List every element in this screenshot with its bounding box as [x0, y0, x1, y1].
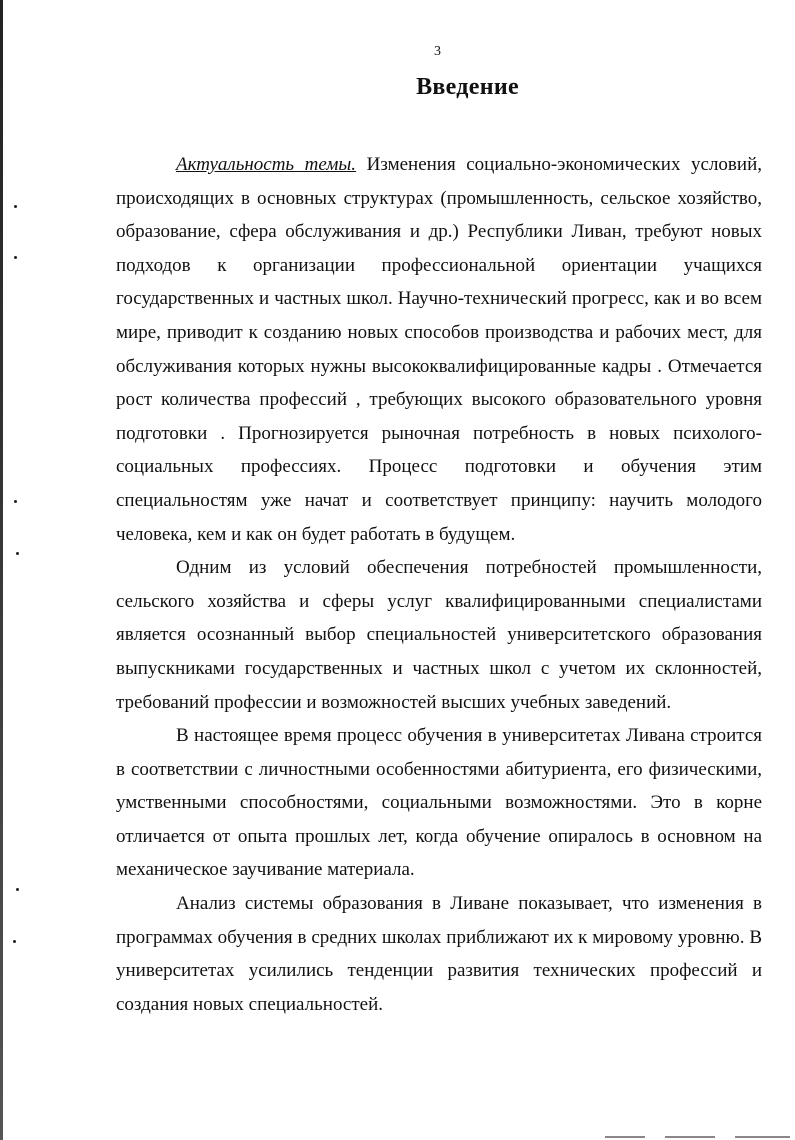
scan-speck: [13, 940, 16, 943]
paragraph-text: Анализ системы образования в Ливане показывает, что изменения в программах обучения в средних школах приближают их к мировому уровню. В университетах усилились тенденции развития технических профессий и создания новых специальностей.: [116, 893, 762, 1015]
scan-speck: [14, 256, 17, 259]
scan-speck: [14, 500, 17, 503]
paragraph-text: Одним из условий обеспечения потребностей промышленности, сельского хозяйства и сферы услуг квалифицированными специалистами является осознанный выбор специальностей университетского образования выпускниками государственных и частных школ с учетом их склонностей, требований профессии и возможностей высших учебных заведений.: [116, 557, 762, 713]
page-number: 3: [434, 44, 441, 59]
scan-edge-artifact: [0, 0, 3, 1140]
paragraph: [116, 719, 762, 887]
scan-speck: [14, 205, 17, 208]
page-title: Введение: [416, 74, 519, 100]
body-text: [116, 148, 762, 1021]
scan-bottom-artifact: [595, 1134, 795, 1138]
paragraph-lead: Актуальность темы.: [176, 154, 357, 175]
scan-speck: [16, 552, 19, 555]
scan-speck: [16, 888, 19, 891]
paragraph-text: В настоящее время процесс обучения в университетах Ливана строится в соответствии с личностными особенностями абитуриента, его физическими, умственными способностями, социальными возможностями. Это в корне отличается от опыта прошлых лет, когда обучение опиралось в основном на механическое заучивание материала.: [116, 725, 762, 881]
paragraph: [116, 887, 762, 1021]
paragraph-text: Изменения социально-экономических условий, происходящих в основных структурах (промышленность, сельское хозяйство, образование, сфера обслуживания и др.) Республики Ливан, требуют новых подходов к организации профессиональной ориентации учащихся государственных и частных школ. Научно-технический прогресс, как и во всем мире, приводит к созданию новых способов производства и рабочих мест, для обслуживания которых нужны высококвалифицированные кадры . Отмечается рост количества профессий , требующих высокого образовательного уровня подготовки . Прогнозируется рыночная потребность в новых психолого-социальных профессиях. Процесс подготовки и обучения этим специальностям уже начат и соответствует принципу: научить молодого человека, кем и как он будет работать в будущем.: [116, 154, 762, 545]
paragraph: [116, 551, 762, 719]
paragraph-relevance: [116, 148, 762, 551]
